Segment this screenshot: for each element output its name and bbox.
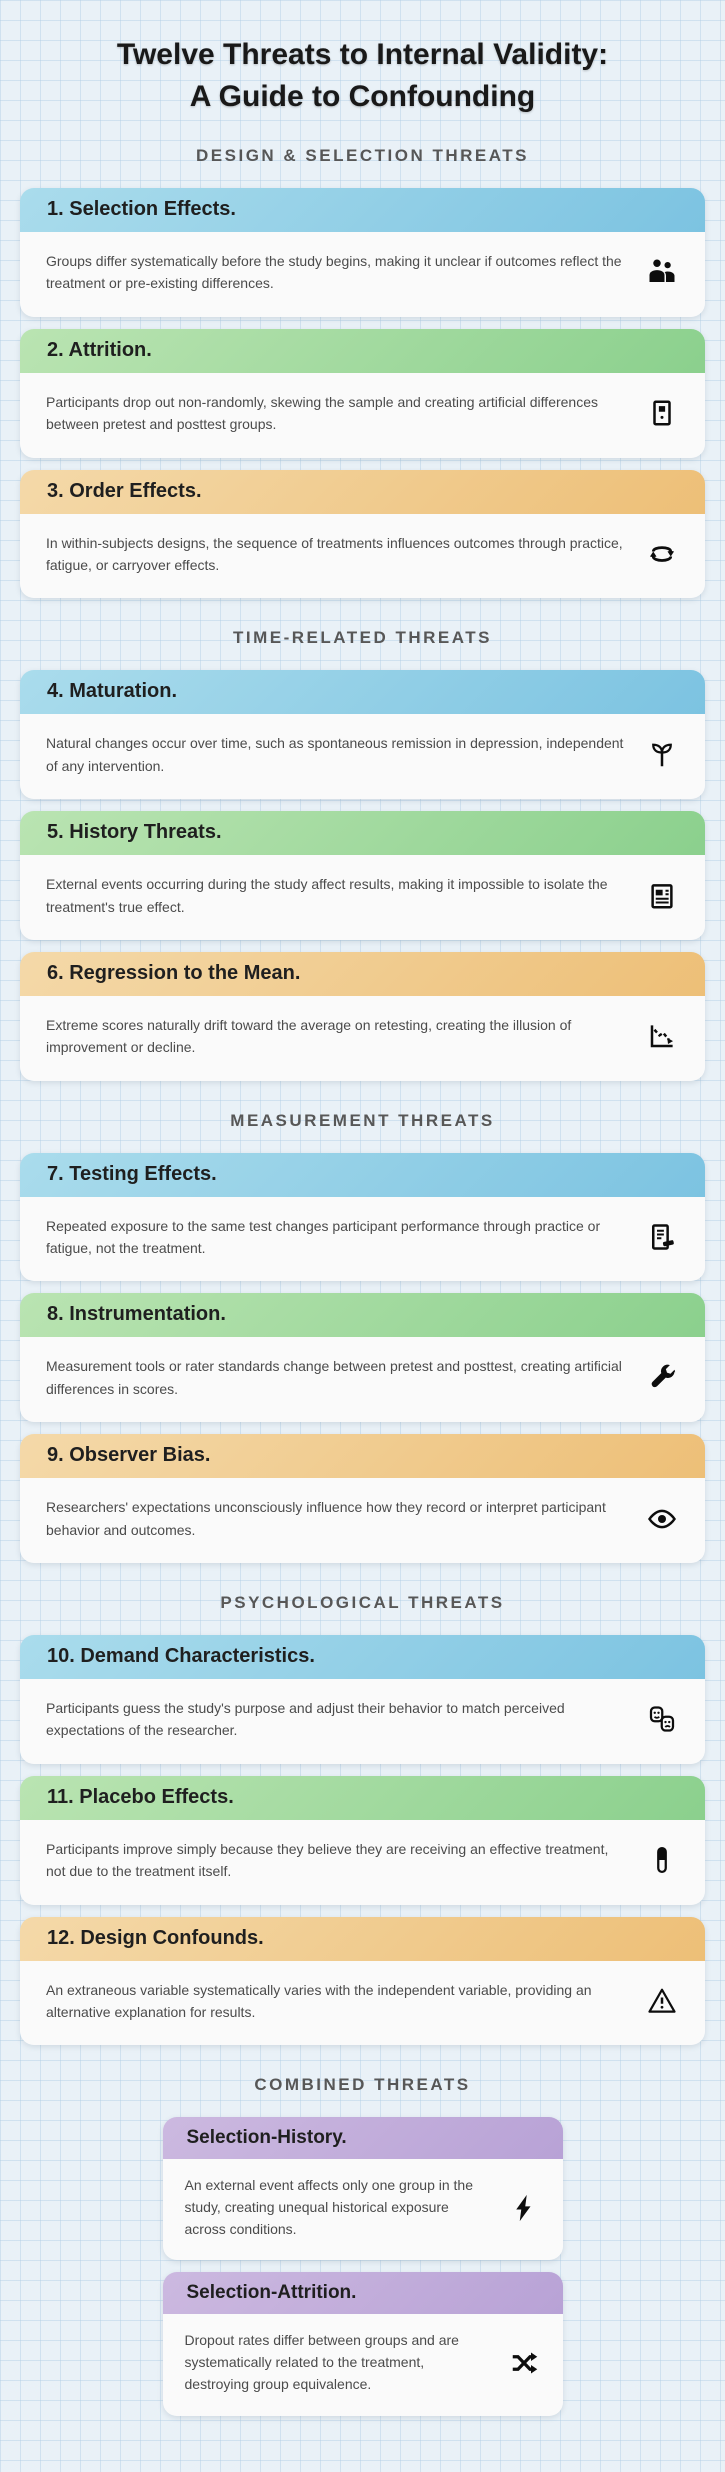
card-body bbox=[20, 1478, 705, 1563]
threat-card bbox=[20, 1917, 705, 2046]
card-title: 9. Observer Bias. bbox=[47, 1444, 211, 1467]
card-body bbox=[20, 373, 705, 458]
section-cards bbox=[0, 2117, 725, 2415]
card-body bbox=[20, 1679, 705, 1764]
section-time-related-threats bbox=[0, 628, 725, 1080]
eye-icon bbox=[645, 1504, 679, 1534]
card-body bbox=[20, 714, 705, 799]
card-header bbox=[20, 952, 705, 996]
people-icon bbox=[645, 257, 679, 287]
section-cards bbox=[0, 670, 725, 1080]
threat-card bbox=[20, 470, 705, 599]
card-description: Measurement tools or rater standards change between pretest and posttest, creating artificial differences in scores. bbox=[46, 1358, 622, 1397]
chart-down-icon bbox=[645, 1021, 679, 1051]
card-header bbox=[20, 1293, 705, 1337]
card-description: Researchers' expectations unconsciously influence how they record or interpret participant behavior and outcomes. bbox=[46, 1499, 606, 1538]
seedling-icon bbox=[645, 740, 679, 770]
card-header bbox=[20, 670, 705, 714]
card-header bbox=[20, 1434, 705, 1478]
sections-container bbox=[0, 146, 725, 2416]
card-title: Selection-History. bbox=[186, 2127, 347, 2149]
card-header bbox=[20, 470, 705, 514]
card-title: 7. Testing Effects. bbox=[47, 1162, 217, 1185]
threat-card bbox=[20, 1635, 705, 1764]
card-title: 10. Demand Characteristics. bbox=[47, 1645, 315, 1668]
card-body bbox=[20, 1197, 705, 1282]
card-description: Participants guess the study's purpose and adjust their behavior to match perceived expectations of the researcher. bbox=[46, 1700, 565, 1739]
card-title: 4. Maturation. bbox=[47, 680, 178, 703]
card-body bbox=[20, 514, 705, 599]
threat-card bbox=[163, 2272, 563, 2415]
page-title bbox=[83, 34, 643, 118]
card-description: Extreme scores naturally drift toward the average on retesting, creating the illusion of improvement or decline. bbox=[46, 1016, 572, 1056]
threat-card bbox=[20, 952, 705, 1081]
card-description: External events occurring during the study affect results, making it impossible to isolate the treatment's true effect. bbox=[46, 876, 608, 915]
card-title: 6. Regression to the Mean. bbox=[47, 961, 301, 984]
card-description: Groups differ systematically before the study begins, making it unclear if outcomes reflect the treatment or pre-existing differences. bbox=[46, 253, 622, 292]
card-title: 2. Attrition. bbox=[47, 338, 152, 361]
section-cards bbox=[0, 188, 725, 598]
newspaper-icon bbox=[645, 881, 679, 911]
shuffle-icon bbox=[507, 2348, 541, 2378]
card-body bbox=[20, 232, 705, 317]
bolt-icon bbox=[507, 2193, 541, 2223]
door-icon bbox=[645, 398, 679, 428]
section-psychological-threats bbox=[0, 1593, 725, 2045]
card-title: 11. Placebo Effects. bbox=[47, 1785, 234, 1808]
card-title: 12. Design Confounds. bbox=[47, 1926, 264, 1949]
card-description: Dropout rates differ between groups and are systematically related to the treatment, destroying group equivalence. bbox=[184, 2332, 459, 2392]
section-heading: DESIGN & SELECTION THREATS bbox=[196, 146, 529, 165]
section-heading: PSYCHOLOGICAL THREATS bbox=[220, 1593, 505, 1613]
section-heading: COMBINED THREATS bbox=[254, 2075, 471, 2095]
threat-card bbox=[163, 2117, 563, 2260]
card-description: An extraneous variable systematically varies with the independent variable, providing an alternative explanation for results. bbox=[46, 1981, 592, 2020]
card-body bbox=[20, 855, 705, 940]
card-description: Participants drop out non-randomly, skewing the sample and creating artificial differences between pretest and posttest groups. bbox=[46, 393, 598, 433]
card-header bbox=[20, 811, 705, 855]
threat-card bbox=[20, 329, 705, 458]
card-body bbox=[20, 996, 705, 1081]
section-cards bbox=[0, 1153, 725, 1563]
card-title: 8. Instrumentation. bbox=[47, 1303, 226, 1326]
card-description: In within-subjects designs, the sequence of treatments influences outcomes through practice, fatigue, or carryover effects. bbox=[46, 534, 623, 573]
card-header bbox=[20, 188, 705, 232]
section-combined-threats bbox=[0, 2075, 725, 2415]
memo-icon bbox=[645, 1222, 679, 1252]
card-title: 5. History Threats. bbox=[47, 821, 222, 844]
section-measurement-threats bbox=[0, 1111, 725, 1563]
card-header bbox=[20, 1635, 705, 1679]
card-body bbox=[20, 1337, 705, 1422]
masks-icon bbox=[645, 1704, 679, 1734]
card-body bbox=[20, 1961, 705, 2046]
card-header bbox=[20, 329, 705, 373]
card-title: Selection-Attrition. bbox=[186, 2282, 357, 2304]
card-description: An external event affects only one group in the study, creating unequal historical exposure across conditions. bbox=[184, 2177, 473, 2237]
card-header bbox=[20, 1776, 705, 1820]
card-header bbox=[20, 1917, 705, 1961]
section-heading: TIME-RELATED THREATS bbox=[232, 628, 493, 648]
card-header bbox=[163, 2272, 563, 2314]
card-body bbox=[163, 2314, 563, 2415]
repeat-icon bbox=[645, 539, 679, 569]
pill-icon bbox=[645, 1845, 679, 1875]
page-title-line1: Twelve Threats to Internal Validity: bbox=[116, 38, 609, 71]
card-body bbox=[163, 2159, 563, 2260]
card-title: 3. Order Effects. bbox=[47, 479, 202, 502]
card-title: 1. Selection Effects. bbox=[47, 198, 236, 220]
warning-icon bbox=[645, 1986, 679, 2016]
card-header bbox=[163, 2117, 563, 2159]
threat-card bbox=[20, 1153, 705, 1282]
wrench-icon bbox=[645, 1363, 679, 1393]
card-description: Participants improve simply because they believe they are receiving an effective treatment, not due to the treatment itself. bbox=[46, 1840, 609, 1880]
threat-card bbox=[20, 1434, 705, 1563]
section-design-selection-threats bbox=[0, 146, 725, 598]
section-cards bbox=[0, 1635, 725, 2045]
card-body bbox=[20, 1820, 705, 1905]
threat-card bbox=[20, 670, 705, 799]
card-description: Natural changes occur over time, such as spontaneous remission in depression, independent of any intervention. bbox=[46, 735, 624, 774]
threat-card bbox=[20, 188, 705, 317]
card-description: Repeated exposure to the same test changes participant performance through practice or fatigue, not the treatment. bbox=[46, 1217, 601, 1257]
page-title-line2: A Guide to Confounding bbox=[189, 80, 536, 113]
card-header bbox=[20, 1153, 705, 1197]
threat-card bbox=[20, 811, 705, 940]
section-heading: MEASUREMENT THREATS bbox=[230, 1110, 495, 1130]
threat-card bbox=[20, 1776, 705, 1905]
threat-card bbox=[20, 1293, 705, 1422]
